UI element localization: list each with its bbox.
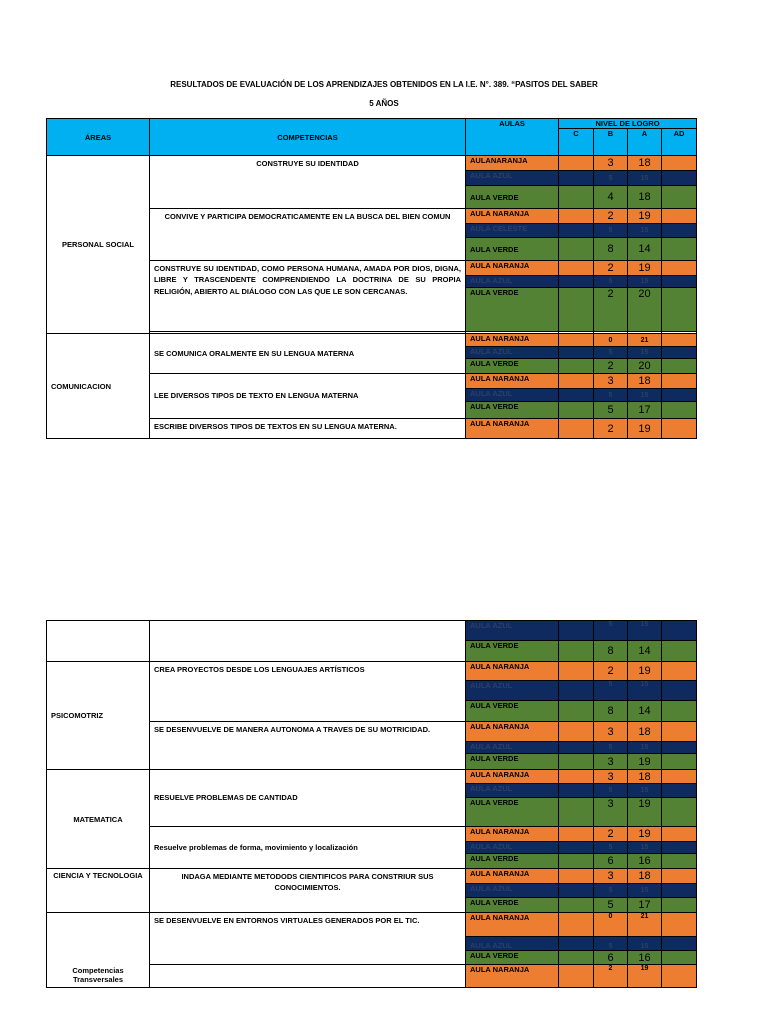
area-psicomotriz: PSICOMOTRIZ [47,662,150,770]
nivel-b: 5 [594,276,628,288]
nivel-a: 19 [628,261,662,276]
area-competencias-transversales: Competencias Transversales [47,913,150,988]
nivel-a: 14 [628,238,662,261]
competencia-convive-participa: CONVIVE Y PARTICIPA DEMOCRATICAMENTE EN LA BUSCA DEL BIEN COMUN [150,209,466,261]
nivel-ad [662,701,697,722]
nivel-c [559,156,594,171]
nivel-b: 5 [594,402,628,419]
nivel-ad [662,224,697,238]
nivel-ad [662,913,697,937]
nivel-c [559,276,594,288]
nivel-b: 2 [594,827,628,842]
report-title: RESULTADOS DE EVALUACIÓN DE LOS APRENDIZAJES OBTENIDOS EN LA I.E. N°. 389. “PASITOS DEL SABER [170,80,598,89]
nivel-ad [662,419,697,439]
nivel-c [559,402,594,419]
nivel-b: 5 [594,842,628,854]
nivel-b: 5 [594,742,628,754]
area-comunicacion: COMUNICACION [47,334,150,439]
competencia-empty-cell [150,621,466,662]
nivel-c [559,742,594,754]
aula-cell: AULA VERDE [466,641,559,662]
nivel-c [559,224,594,238]
nivel-b: 8 [594,641,628,662]
nivel-a: 18 [628,869,662,884]
nivel-b: 3 [594,754,628,770]
nivel-a: 18 [628,722,662,742]
header-aulas: AULAS [466,119,559,156]
nivel-a: 16 [628,951,662,965]
nivel-b: 5 [594,621,628,641]
nivel-c [559,913,594,937]
aula-cell: AULA VERDE [466,402,559,419]
nivel-a: 17 [628,402,662,419]
nivel-b: 3 [594,869,628,884]
nivel-b: 5 [594,937,628,951]
nivel-c [559,209,594,224]
aula-cell: AULA AZUL [466,681,559,701]
nivel-c [559,842,594,854]
nivel-b: 5 [594,884,628,898]
aula-cell: AULA VERDE [466,898,559,913]
nivel-a: 15 [628,742,662,754]
nivel-ad [662,937,697,951]
competencia-construye-identidad: CONSTRUYE SU IDENTIDAD [150,156,466,209]
nivel-a: 14 [628,701,662,722]
nivel-c [559,784,594,798]
aula-cell: AULA NARANJA [466,209,559,224]
aula-cell: AULA VERDE [466,951,559,965]
nivel-b: 5 [594,898,628,913]
nivel-ad [662,842,697,854]
aula-cell: AULA NARANJA [466,662,559,681]
nivel-a: 19 [628,419,662,439]
nivel-c [559,186,594,209]
nivel-a: 19 [628,209,662,224]
nivel-ad [662,965,697,988]
nivel-b: 0 [594,913,628,937]
nivel-a: 19 [628,798,662,827]
nivel-b: 5 [594,389,628,402]
nivel-ad [662,359,697,374]
nivel-ad [662,951,697,965]
nivel-ad [662,898,697,913]
header-c: C [559,129,594,156]
header-areas: ÁREAS [47,119,150,156]
nivel-a: 17 [628,898,662,913]
nivel-c [559,937,594,951]
competencia-identidad-religiosa: CONSTRUYE SU IDENTIDAD, COMO PERSONA HUMANA, AMADA POR DIOS, DIGNA, LIBRE Y TRASCENDENTE COMPRENDIENDO LA DOCTRINA DE SU PROPIA RELIGIÓN, ABIERTO AL DIÁLOGO CON LAS QUE LE SON CERCANAS. [150,261,466,332]
nivel-ad [662,754,697,770]
nivel-a: 21 [628,334,662,347]
competencia-desenvuelve-motricidad: SE DESENVUELVE DE MANERA AUTONOMA A TRAVES DE SU MOTRICIDAD. [150,722,466,770]
nivel-a: 15 [628,276,662,288]
aula-cell: AULA AZUL [466,884,559,898]
nivel-b: 2 [594,419,628,439]
nivel-a: 15 [628,171,662,186]
nivel-c [559,884,594,898]
aula-cell: AULA VERDE [466,701,559,722]
nivel-ad [662,288,697,332]
nivel-a: 15 [628,224,662,238]
nivel-ad [662,276,697,288]
nivel-c [559,359,594,374]
competencia-empty-cell [150,965,466,988]
competencia-escribe-textos: ESCRIBE DIVERSOS TIPOS DE TEXTOS EN SU LENGUA MATERNA. [150,419,466,439]
nivel-ad [662,621,697,641]
aula-cell: AULA AZUL [466,937,559,951]
aula-cell: AULA NARANJA [466,419,559,439]
header-a: A [628,129,662,156]
nivel-c [559,898,594,913]
nivel-a: 15 [628,784,662,798]
nivel-a: 21 [628,913,662,937]
competencia-problemas-cantidad: RESUELVE PROBLEMAS DE CANTIDAD [150,770,466,827]
nivel-ad [662,209,697,224]
nivel-b: 6 [594,854,628,869]
competencia-indaga-metodos: INDAGA MEDIANTE METODODS CIENTIFICOS PARA CONSTRIUR SUS CONOCIMIENTOS. [150,869,466,913]
nivel-ad [662,884,697,898]
aula-cell: AULA NARANJA [466,913,559,937]
nivel-b: 3 [594,374,628,389]
header-competencias: COMPETENCIAS [150,119,466,156]
nivel-a: 18 [628,186,662,209]
nivel-c [559,965,594,988]
aula-cell: AULA VERDE [466,186,559,209]
competencia-lee-textos: LEE DIVERSOS TIPOS DE TEXTO EN LENGUA MATERNA [150,374,466,419]
nivel-a: 19 [628,965,662,988]
aula-cell: AULA NARANJA [466,965,559,988]
nivel-a: 18 [628,156,662,171]
nivel-b: 2 [594,261,628,276]
nivel-c [559,754,594,770]
nivel-ad [662,869,697,884]
aula-cell: AULA CELESTE [466,224,559,238]
report-subtitle: 5 AÑOS [369,99,399,108]
nivel-ad [662,261,697,276]
aula-cell: AULA VERDE [466,359,559,374]
area-matematica: MATEMATICA [47,770,150,869]
nivel-b: 8 [594,701,628,722]
aula-cell: AULA NARANJA [466,261,559,276]
nivel-ad [662,171,697,186]
nivel-b: 2 [594,288,628,332]
nivel-a: 15 [628,937,662,951]
nivel-ad [662,334,697,347]
nivel-ad [662,722,697,742]
nivel-c [559,171,594,186]
nivel-b: 4 [594,186,628,209]
nivel-ad [662,186,697,209]
nivel-ad [662,681,697,701]
nivel-ad [662,641,697,662]
nivel-ad [662,156,697,171]
nivel-a: 16 [628,854,662,869]
aula-cell: AULA AZUL [466,742,559,754]
nivel-ad [662,238,697,261]
nivel-c [559,621,594,641]
nivel-ad [662,347,697,359]
nivel-ad [662,742,697,754]
results-table-bottom [46,620,697,988]
nivel-b: 2 [594,965,628,988]
nivel-b: 5 [594,784,628,798]
nivel-a: 19 [628,754,662,770]
aula-cell: AULA VERDE [466,238,559,261]
nivel-b: 3 [594,770,628,784]
area-empty-cell [47,621,150,662]
nivel-ad [662,402,697,419]
area-ciencia-tecnologia: CIENCIA Y TECNOLOGIA [47,869,150,913]
nivel-ad [662,389,697,402]
nivel-c [559,869,594,884]
aula-cell: AULA AZUL [466,347,559,359]
nivel-ad [662,784,697,798]
nivel-c [559,854,594,869]
nivel-a: 15 [628,681,662,701]
nivel-a: 15 [628,621,662,641]
aula-cell: AULA AZUL [466,842,559,854]
aula-cell: AULA NARANJA [466,374,559,389]
aula-cell: AULA VERDE [466,798,559,827]
nivel-b: 8 [594,238,628,261]
nivel-b: 0 [594,334,628,347]
aula-cell: AULANARANJA [466,156,559,171]
aula-cell: AULA AZUL [466,171,559,186]
competencia-entornos-virtuales: SE DESENVUELVE EN ENTORNOS VIRTUALES GENERADOS POR EL TIC. [150,913,466,965]
aula-cell: AULA VERDE [466,288,559,332]
nivel-c [559,419,594,439]
competencia-crea-proyectos: CREA PROYECTOS DESDE LOS LENGUAJES ARTÍSTICOS [150,662,466,722]
nivel-ad [662,662,697,681]
nivel-b: 2 [594,359,628,374]
nivel-a: 19 [628,662,662,681]
nivel-c [559,347,594,359]
aula-cell: AULA NARANJA [466,827,559,842]
nivel-c [559,334,594,347]
competencia-forma-movimiento: Resuelve problemas de forma, movimiento y localización [150,827,466,869]
nivel-c [559,701,594,722]
aula-cell: AULA AZUL [466,276,559,288]
nivel-b: 3 [594,798,628,827]
aula-cell: AULA NARANJA [466,770,559,784]
header-nivel-logro: NIVEL DE LOGRO [559,119,697,129]
nivel-c [559,681,594,701]
nivel-b: 2 [594,662,628,681]
nivel-a: 18 [628,374,662,389]
nivel-c [559,798,594,827]
nivel-a: 15 [628,347,662,359]
nivel-ad [662,374,697,389]
aula-cell: AULA AZUL [466,784,559,798]
nivel-b: 3 [594,156,628,171]
nivel-c [559,374,594,389]
nivel-c [559,261,594,276]
aula-cell: AULA VERDE [466,754,559,770]
nivel-ad [662,770,697,784]
header-ad: AD [662,129,697,156]
nivel-b: 5 [594,681,628,701]
nivel-c [559,951,594,965]
nivel-c [559,389,594,402]
nivel-c [559,238,594,261]
aula-cell: AULA AZUL [466,389,559,402]
nivel-c [559,641,594,662]
aula-cell: AULA VERDE [466,854,559,869]
nivel-b: 5 [594,224,628,238]
nivel-ad [662,854,697,869]
aula-cell: AULA AZUL [466,621,559,641]
nivel-c [559,827,594,842]
area-personal-social: PERSONAL SOCIAL [47,156,150,334]
nivel-a: 19 [628,827,662,842]
nivel-c [559,288,594,332]
nivel-a: 15 [628,389,662,402]
nivel-c [559,662,594,681]
nivel-ad [662,827,697,842]
aula-cell: AULA NARANJA [466,334,559,347]
nivel-c [559,770,594,784]
competencia-comunica-oralmente: SE COMUNICA ORALMENTE EN SU LENGUA MATERNA [150,334,466,374]
nivel-b: 5 [594,171,628,186]
nivel-b: 6 [594,951,628,965]
nivel-b: 3 [594,722,628,742]
nivel-a: 20 [628,288,662,332]
nivel-ad [662,798,697,827]
header-b: B [594,129,628,156]
results-table-top [46,118,697,439]
nivel-a: 15 [628,842,662,854]
nivel-c [559,722,594,742]
nivel-b: 5 [594,347,628,359]
nivel-a: 15 [628,884,662,898]
nivel-a: 14 [628,641,662,662]
aula-cell: AULA NARANJA [466,722,559,742]
nivel-a: 18 [628,770,662,784]
nivel-b: 2 [594,209,628,224]
aula-cell: AULA NARANJA [466,869,559,884]
nivel-a: 20 [628,359,662,374]
